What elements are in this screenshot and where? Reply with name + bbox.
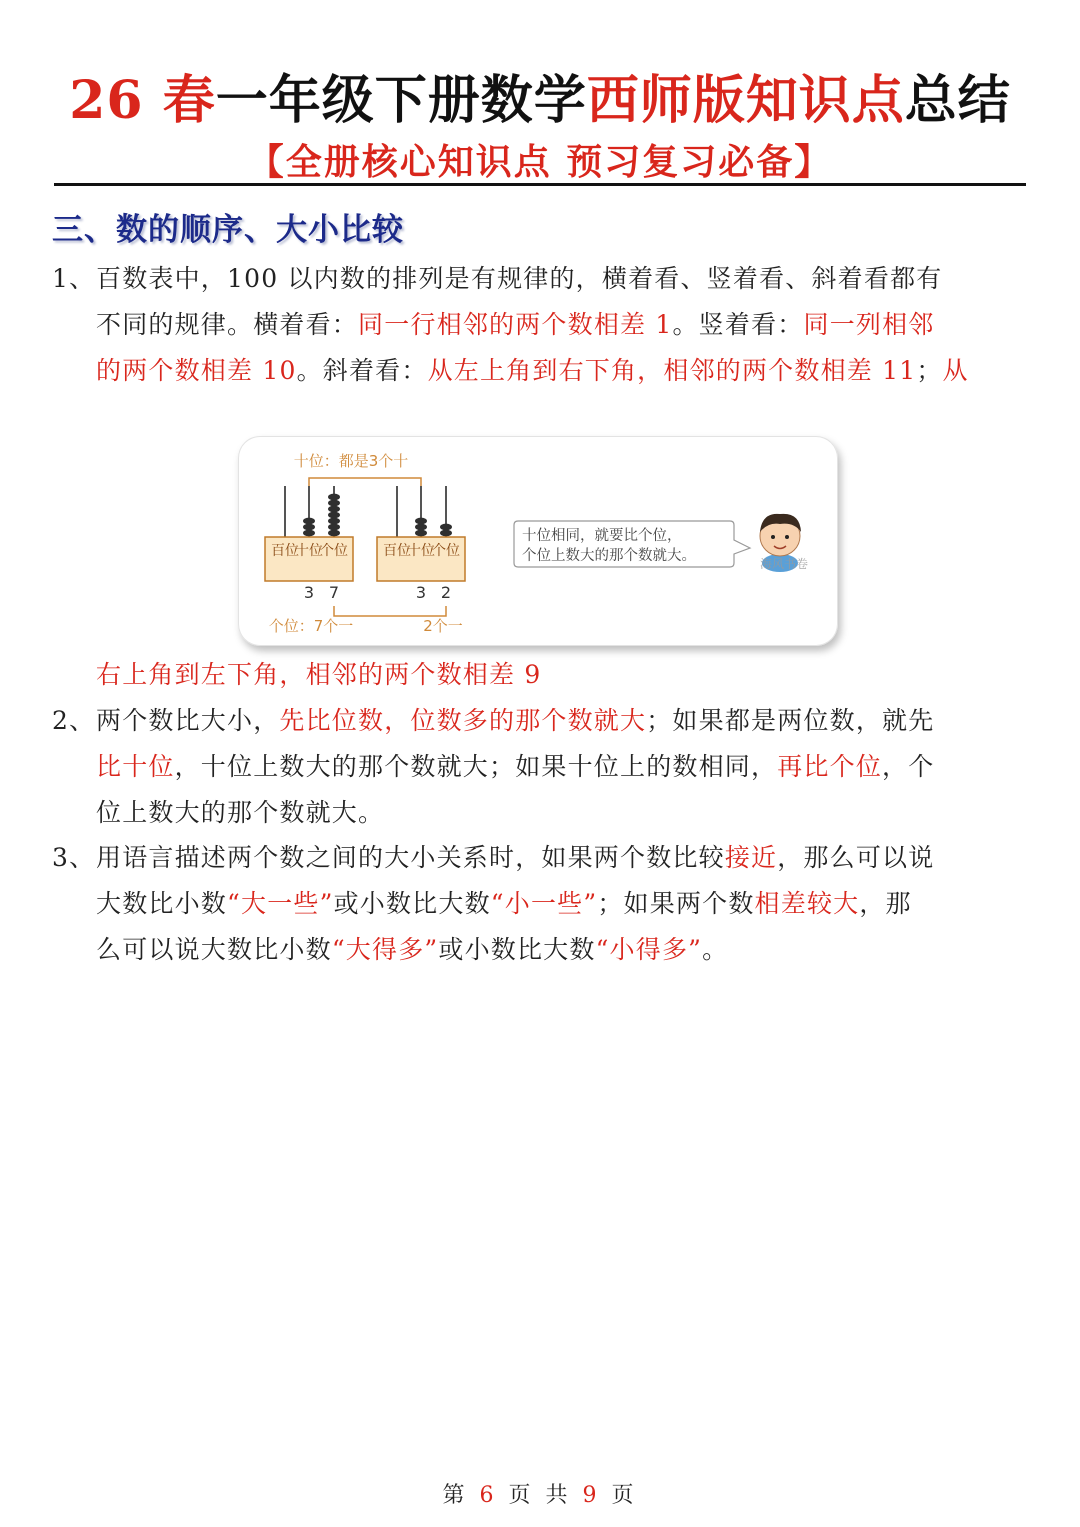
abacus-bead	[328, 500, 340, 507]
place-label: 个位	[432, 543, 460, 559]
abacus-bead	[415, 518, 427, 525]
abacus-figure-svg	[238, 436, 838, 646]
item-3-highlight: 相差较大	[754, 889, 860, 918]
item-1-text: ；	[916, 356, 943, 385]
item-3-text: ，那么可以说	[777, 843, 935, 872]
abacus-bead	[415, 530, 427, 537]
item-3-line-2	[52, 881, 934, 927]
bottom-bracket-label-right: 2个一	[423, 617, 463, 635]
page-number-text: 页 共	[508, 1483, 572, 1508]
abacus-1-digit-ones: 7	[328, 583, 340, 602]
abacus-1-ones-beads	[328, 494, 340, 537]
page-number	[0, 1478, 1080, 1509]
abacus-bead	[440, 524, 452, 531]
abacus-bead	[303, 518, 315, 525]
place-label: 十位	[295, 543, 323, 559]
item-3-text: 或小数比大数	[438, 935, 596, 964]
title-mid: 一年级下册数学	[215, 70, 587, 131]
top-bracket	[309, 478, 421, 488]
item-1-text: 。斜着看：	[296, 356, 428, 385]
item-2	[52, 698, 934, 836]
abacus-1	[265, 486, 353, 602]
item-1	[52, 256, 969, 394]
item-2-highlight: 比十位	[96, 752, 175, 781]
top-bracket-label: 十位：都是3个十	[293, 452, 409, 470]
item-3-text: 用语言描述两个数之间的大小关系时，如果两个数比较	[96, 843, 725, 872]
item-2-highlight: 再比个位	[777, 752, 883, 781]
abacus-bead	[303, 530, 315, 537]
abacus-bead	[440, 530, 452, 537]
abacus-bead	[328, 494, 340, 501]
item-3-highlight: 接近	[724, 843, 778, 872]
abacus-bead	[415, 524, 427, 531]
speech-line-1: 十位相同，就要比个位，	[522, 528, 682, 544]
item-1-highlight: 同一列相邻	[803, 310, 935, 339]
item-2-text: 位上数大的那个数就大。	[96, 798, 385, 827]
item-3	[52, 835, 934, 973]
place-label: 百位	[271, 543, 299, 559]
item-3-highlight: “大得多”	[331, 935, 439, 964]
total-pages: 9	[582, 1483, 601, 1508]
item-3-highlight: “小得多”	[595, 935, 703, 964]
abacus-bead	[328, 518, 340, 525]
place-label: 百位	[383, 543, 411, 559]
bottom-bracket-label-left: 个位：7个一	[268, 617, 354, 635]
item-3-line-1	[52, 835, 934, 881]
abacus-bead	[328, 506, 340, 513]
item-1-highlight: 从	[942, 356, 969, 385]
item-1-line-3	[52, 348, 969, 394]
item-1-continued	[52, 652, 541, 698]
item-1-highlight: 右上角到左下角，相邻的两个数相差 9	[96, 660, 542, 689]
abacus-2-digit-ones: 2	[440, 583, 452, 602]
section-heading: 三、数的顺序、大小比较	[52, 212, 404, 248]
item-2-text: 两个数比大小，	[96, 706, 280, 735]
item-1-line-2	[52, 302, 969, 348]
watermark: 海风书卷	[759, 557, 809, 571]
item-3-text: ；如果两个数	[597, 889, 755, 918]
item-3-text: 或小数比大数	[333, 889, 491, 918]
title-prefix: 26 春	[69, 70, 216, 131]
item-1-line-1	[52, 256, 969, 302]
current-page: 6	[479, 1483, 498, 1508]
header-divider	[54, 183, 1026, 186]
item-3-text: 么可以说大数比小数	[96, 935, 332, 964]
page-title	[0, 58, 1080, 133]
place-label: 个位	[320, 543, 348, 559]
abacus-bead	[328, 530, 340, 537]
item-2-highlight: 先比位数，位数多的那个数就大	[279, 706, 647, 735]
item-1-text: 。竖着看：	[672, 310, 804, 339]
item-1-text: 不同的规律。横着看：	[96, 310, 359, 339]
item-3-number: 3、	[52, 843, 96, 872]
page-number-text: 页	[611, 1483, 638, 1508]
title-suffix: 总结	[904, 70, 1011, 131]
abacus-illustration	[238, 436, 838, 646]
item-1-highlight: 同一行相邻的两个数相差 1	[358, 310, 673, 339]
abacus-1-digit-tens: 3	[303, 583, 315, 602]
item-2-number: 2、	[52, 706, 96, 735]
item-2-line-2	[52, 744, 934, 790]
place-label: 十位	[407, 543, 435, 559]
item-1-line-4	[52, 652, 541, 698]
item-2-line-3	[52, 790, 934, 836]
item-3-highlight: “大一些”	[227, 889, 334, 918]
item-2-text: ，十位上数大的那个数就大；如果十位上的数相同，	[174, 752, 778, 781]
abacus-bead	[303, 524, 315, 531]
abacus-1-tens-beads	[303, 518, 315, 537]
abacus-2	[377, 486, 465, 602]
item-3-text: 。	[702, 935, 729, 964]
abacus-bead	[328, 512, 340, 519]
item-3-text: ，那	[859, 889, 912, 918]
item-3-highlight: “小一些”	[490, 889, 598, 918]
abacus-2-digit-tens: 3	[415, 583, 427, 602]
item-3-text: 大数比小数	[96, 889, 228, 918]
item-1-highlight: 的两个数相差 10	[96, 356, 297, 385]
item-3-line-3	[52, 927, 934, 973]
abacus-2-ones-beads	[440, 524, 452, 537]
item-2-text: ，个	[882, 752, 935, 781]
item-1-number: 1、	[52, 264, 96, 293]
page-number-text: 第	[442, 1483, 469, 1508]
bottom-bracket	[334, 606, 446, 616]
item-1-highlight: 从左上角到右下角，相邻的两个数相差 11	[427, 356, 917, 385]
item-1-text: 百数表中，100 以内数的排列是有规律的，横着看、竖着看、斜着看都有	[96, 264, 943, 293]
title-highlight: 西师版知识点	[586, 70, 905, 131]
item-2-text: ；如果都是两位数，就先	[646, 706, 935, 735]
abacus-2-tens-beads	[415, 518, 427, 537]
speech-line-2: 个位上数大的那个数就大。	[522, 548, 696, 564]
abacus-bead	[328, 524, 340, 531]
item-2-line-1	[52, 698, 934, 744]
page-subtitle: 【全册核心知识点 预习复习必备】	[247, 141, 833, 183]
